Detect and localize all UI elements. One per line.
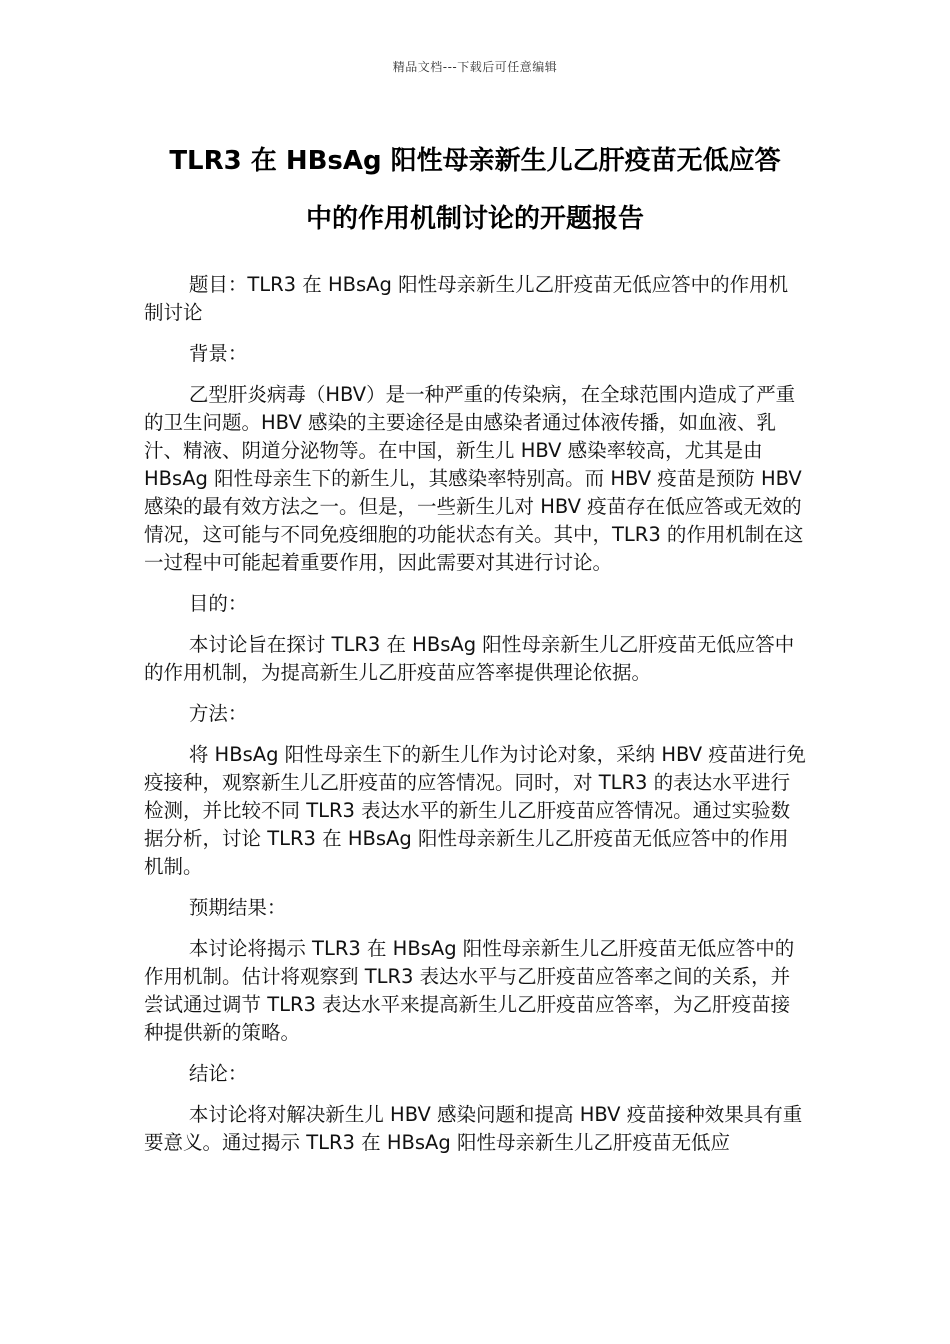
conclusion-heading: 结论： <box>188 1062 248 1085</box>
method-heading: 方法： <box>188 702 248 725</box>
method-paragraph: 将 HBsAg 阳性母亲生下的新生儿作为讨论对象，采纳 HBV 疫苗进行免疫接种，观察新生儿乙肝疫苗的应答情况。同时，对 TLR3 的表达水平进行检测，并比较不同 TLR3 表达水平的新生儿乙肝疫苗应答情况。通过实验数据分析，讨论 TLR3 在 HBsAg 阳性母亲新生儿乙肝疫苗无低应答中的作用机制。 <box>144 743 806 878</box>
document-title <box>0 132 950 248</box>
document-body <box>144 271 806 1170</box>
title-line-2: 中的作用机制讨论的开题报告 <box>305 204 644 234</box>
expected-result-paragraph: 本讨论将揭示 TLR3 在 HBsAg 阳性母亲新生儿乙肝疫苗无低应答中的作用机制。估计将观察到 TLR3 表达水平与乙肝疫苗应答率之间的关系，并尝试通过调节 TLR3 表达水平来提高新生儿乙肝疫苗应答率，为乙肝疫苗接种提供新的策略。 <box>144 937 795 1044</box>
topic-paragraph: 题目：TLR3 在 HBsAg 阳性母亲新生儿乙肝疫苗无低应答中的作用机制讨论 <box>144 273 789 324</box>
purpose-heading: 目的： <box>188 592 248 615</box>
conclusion-paragraph: 本讨论将对解决新生儿 HBV 感染问题和提高 HBV 疫苗接种效果具有重要意义。通过揭示 TLR3 在 HBsAg 阳性母亲新生儿乙肝疫苗无低应 <box>144 1103 803 1154</box>
background-heading: 背景： <box>188 342 248 365</box>
purpose-paragraph: 本讨论旨在探讨 TLR3 在 HBsAg 阳性母亲新生儿乙肝疫苗无低应答中的作用机制，为提高新生儿乙肝疫苗应答率提供理论依据。 <box>144 633 795 684</box>
background-paragraph: 乙型肝炎病毒（HBV）是一种严重的传染病，在全球范围内造成了严重的卫生问题。HBV 感染的主要途径是由感染者通过体液传播，如血液、乳汁、精液、阴道分泌物等。在中国，新生儿 HBV 感染率较高，尤其是由 HBsAg 阳性母亲生下的新生儿，其感染率特别高。而 HBV 疫苗是预防 HBV 感染的最有效方法之一。但是，一些新生儿对 HBV 疫苗存在低应答或无效的情况，这可能与不同免疫细胞的功能状态有关。其中，TLR3 的作用机制在这一过程中可能起着重要作用，因此需要对其进行讨论。 <box>144 383 804 574</box>
header-note: 精品文档---下载后可任意编辑 <box>392 60 558 74</box>
title-line-1: TLR3 在 HBsAg 阳性母亲新生儿乙肝疫苗无低应答 <box>169 146 781 176</box>
expected-result-heading: 预期结果： <box>188 896 287 919</box>
